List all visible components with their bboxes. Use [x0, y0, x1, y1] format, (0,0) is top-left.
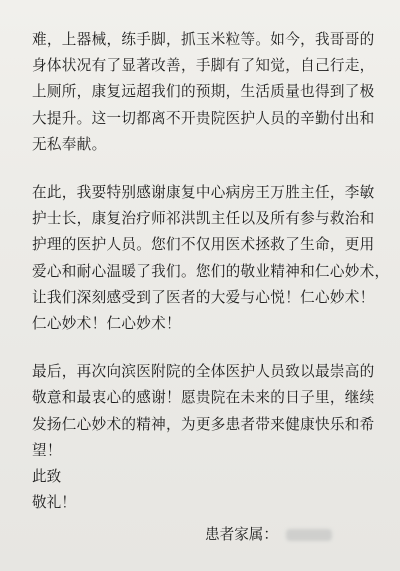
- text-line: 最后，再次向滨医附院的全体医护人员致以最崇高的: [32, 363, 375, 381]
- text-line: 发扬仁心妙术的精神，为更多患者带来健康快乐和希: [32, 415, 375, 433]
- text-line: 敬意和最衷心的感谢！愿贵院在未来的日子里，继续: [32, 389, 375, 407]
- text-line: 在此，我要特别感谢康复中心病房王万胜主任，李敏: [32, 184, 375, 202]
- closing-line-1: 此致: [32, 468, 62, 486]
- closing-line-2: 敬礼！: [32, 494, 76, 512]
- letter-body: [32, 27, 390, 516]
- text-line: 难，上器械，练手脚，抓玉米粒等。如今，我哥哥的: [32, 31, 375, 48]
- text-line: 护士长，康复治疗师祁洪凯主任以及所有参与救治和: [32, 210, 375, 228]
- text-line: 大提升。这一切都离不开贵院医护人员的辛勤付出和: [32, 109, 375, 127]
- text-line: 上厕所，康复远超我们的预期，生活质量也得到了极: [32, 83, 375, 101]
- text-line: 让我们深刻感受到了医者的大爱与心悦！仁心妙术！: [32, 288, 375, 306]
- text-line: 身体状况有了显著改善，手脚有了知觉，自己行走，: [32, 57, 375, 75]
- text-line: 护理的医护人员。您们不仅用医术拯救了生命，更用: [32, 236, 375, 254]
- closing-salutation: [32, 464, 377, 516]
- signature: [205, 522, 332, 548]
- text-line: 仁心妙术！仁心妙术！: [32, 315, 181, 333]
- text-line: 望！: [32, 441, 62, 459]
- paragraph-1: [32, 27, 377, 158]
- signature-label: 患者家属：: [205, 526, 278, 543]
- text-line: 无私奉献。: [32, 135, 107, 153]
- paragraph-3: [32, 359, 377, 464]
- text-line: 爱心和耐心温暖了我们。您们的敬业精神和仁心妙术，: [32, 262, 390, 280]
- redacted-name: [286, 529, 332, 541]
- paragraph-2: [32, 180, 390, 337]
